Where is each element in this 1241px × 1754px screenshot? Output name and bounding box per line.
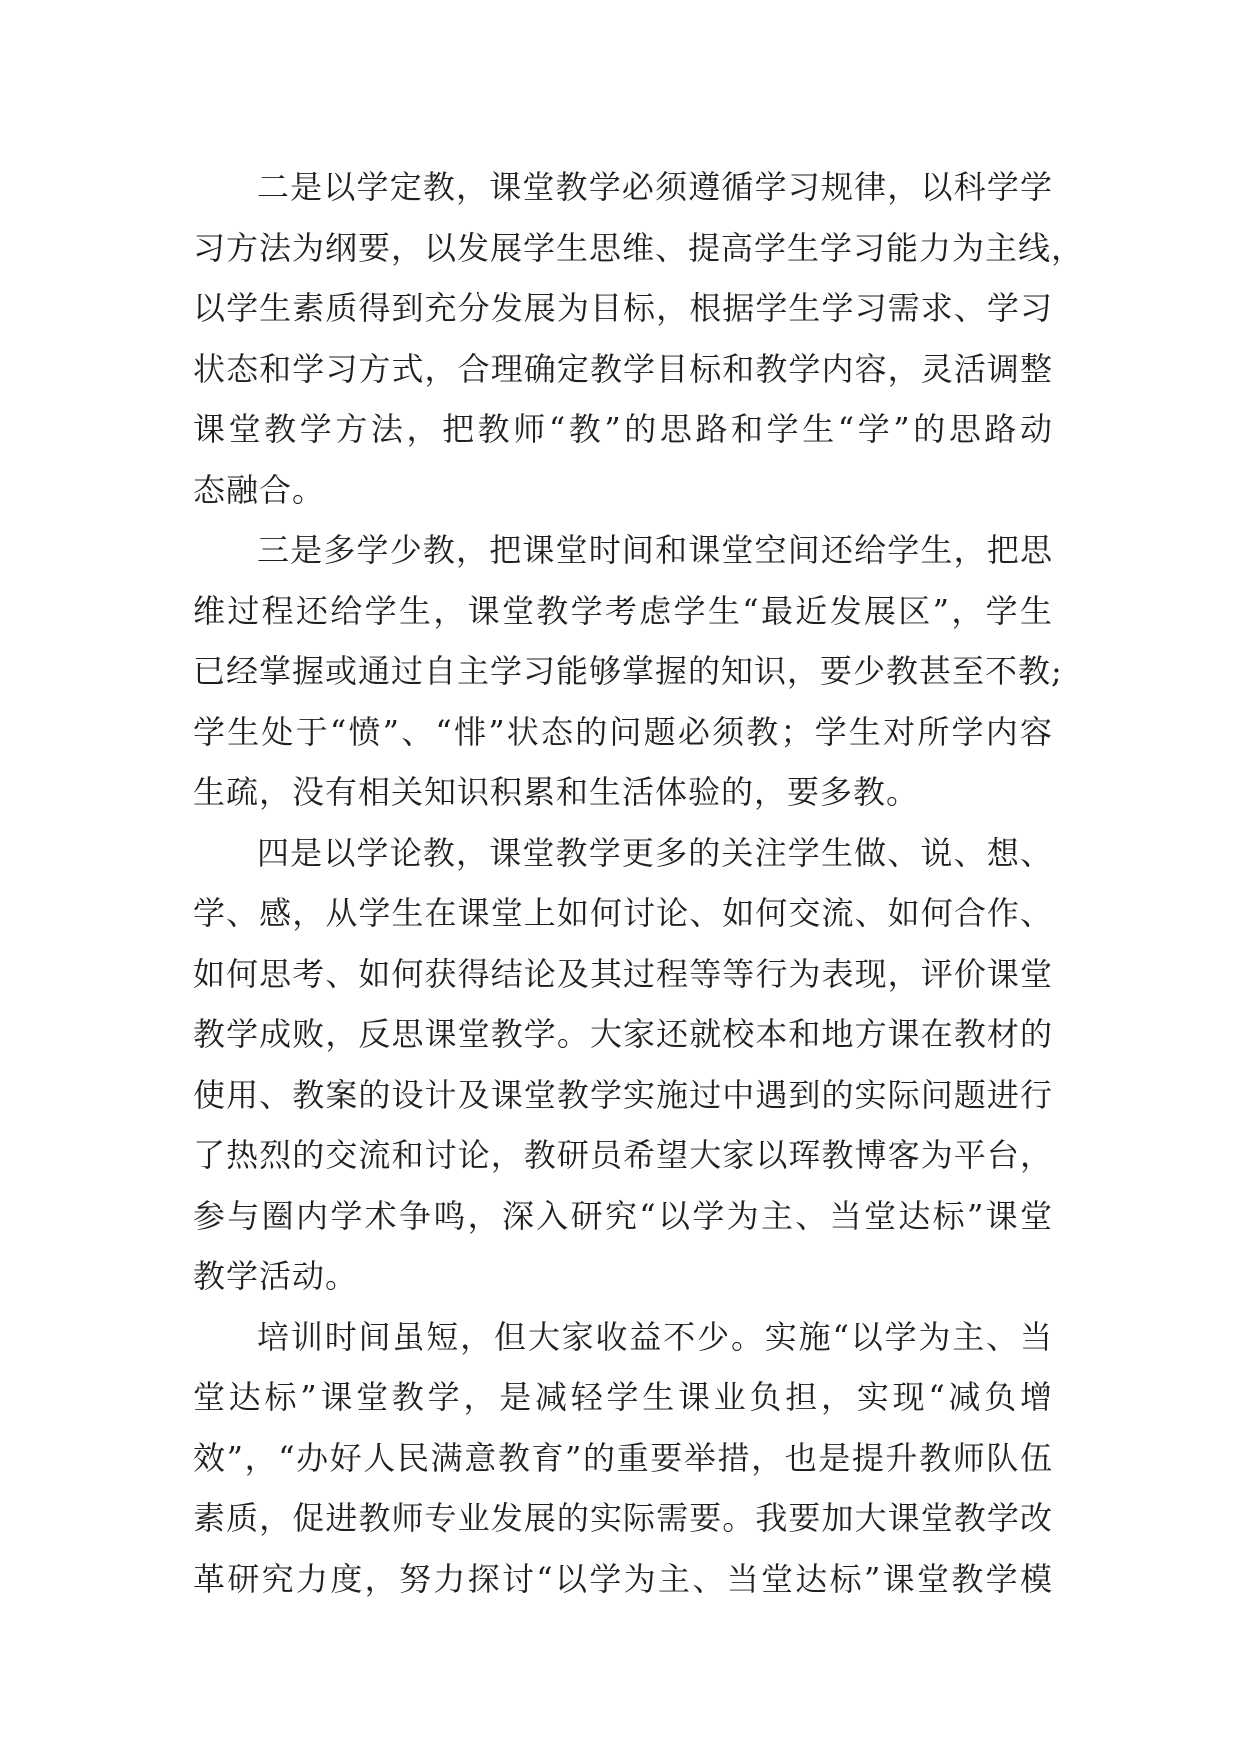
text-line: 学生处于“愤”、“悱”状态的问题必须教；学生对所学内容 [193, 712, 1053, 751]
text-line: 堂达标”课堂教学，是减轻学生课业负担，实现“减负增 [193, 1378, 1053, 1416]
text-line: 以学生素质得到充分发展为目标，根据学生学习需求、学习 [193, 289, 1053, 327]
text-line: 态融合。 [193, 470, 326, 509]
text-line: 如何思考、如何获得结论及其过程等等行为表现，评价课堂 [193, 954, 1053, 993]
text-line: 维过程还给学生，课堂教学考虑学生“最近发展区”，学生 [193, 591, 1053, 630]
text-line: 课堂教学方法，把教师“教”的思路和学生“学”的思路动 [193, 410, 1053, 448]
text-line: 参与圈内学术争鸣，深入研究“以学为主、当堂达标”课堂 [193, 1196, 1053, 1235]
paragraph-1 [193, 157, 1085, 520]
text-line: 学、感，从学生在课堂上如何讨论、如何交流、如何合作、 [193, 894, 1053, 932]
paragraph-3 [193, 823, 1053, 1307]
document-body [193, 157, 1085, 1609]
text-line: 素质，促进教师专业发展的实际需要。我要加大课堂教学改 [193, 1499, 1053, 1537]
text-line: 四是以学论教，课堂教学更多的关注学生做、说、想、 [257, 833, 1053, 872]
text-line: 使用、教案的设计及课堂教学实施过中遇到的实际问题进行 [193, 1075, 1053, 1114]
text-line: 生疏，没有相关知识积累和生活体验的，要多教。 [193, 773, 920, 811]
paragraph-4 [193, 1307, 1053, 1610]
text-line: 了热烈的交流和讨论，教研员希望大家以珲教博客为平台， [193, 1136, 1053, 1174]
text-line: 习方法为纲要，以发展学生思维、提高学生学习能力为主线， [193, 228, 1085, 267]
text-line: 培训时间虽短，但大家收益不少。实施“以学为主、当 [257, 1317, 1053, 1356]
text-line: 革研究力度，努力探讨“以学为主、当堂达标”课堂教学模 [193, 1559, 1053, 1598]
text-line: 三是多学少教，把课堂时间和课堂空间还给学生，把思 [257, 531, 1053, 569]
paragraph-2 [193, 520, 1063, 823]
text-line: 状态和学习方式，合理确定教学目标和教学内容，灵活调整 [193, 349, 1053, 388]
text-line: 二是以学定教，课堂教学必须遵循学习规律，以科学学 [257, 168, 1053, 206]
text-line: 效”，“办好人民满意教育”的重要举措，也是提升教师队伍 [193, 1438, 1053, 1477]
text-line: 教学活动。 [193, 1257, 359, 1295]
text-line: 已经掌握或通过自主学习能够掌握的知识，要少教甚至不教; [193, 652, 1063, 690]
text-line: 教学成败，反思课堂教学。大家还就校本和地方课在教材的 [193, 1015, 1053, 1053]
